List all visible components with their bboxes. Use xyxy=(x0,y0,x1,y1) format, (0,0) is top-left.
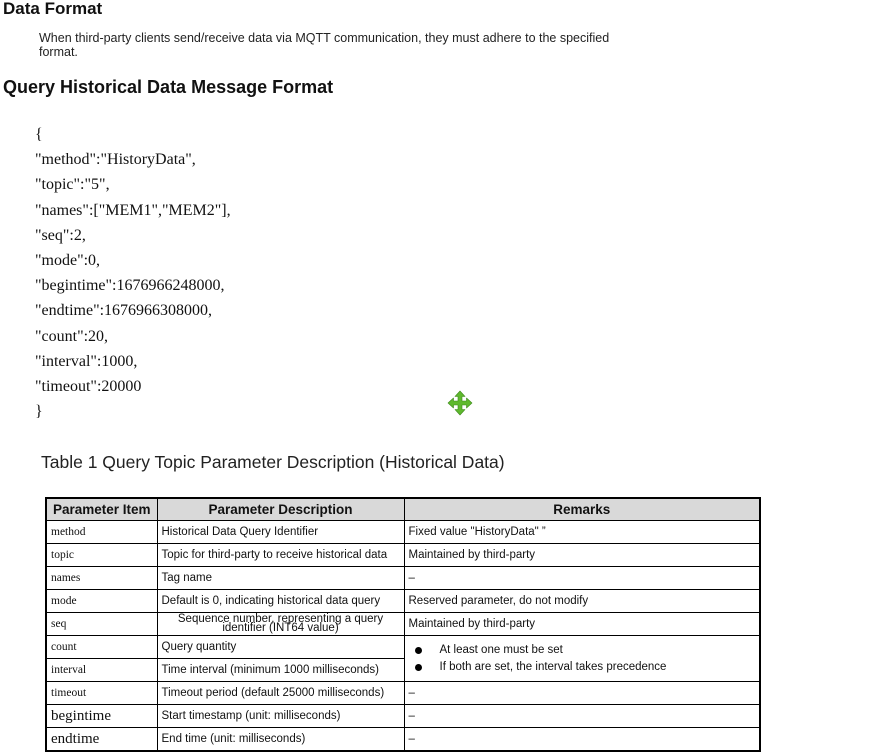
bullet-icon xyxy=(415,664,422,671)
code-line: "mode":0, xyxy=(35,251,101,269)
param-item: mode xyxy=(46,590,157,613)
param-description: Tag name xyxy=(157,567,404,590)
code-line: "interval":1000, xyxy=(35,352,138,370)
table-row xyxy=(46,613,760,636)
param-item: method xyxy=(46,521,157,544)
param-remarks: Fixed value "HistoryData" ” xyxy=(404,521,760,544)
param-remarks: – xyxy=(404,567,760,590)
remark-bullet-item xyxy=(409,659,756,676)
code-line: "endtime":1676966308000, xyxy=(35,302,213,320)
param-description: Default is 0, indicating historical data query xyxy=(157,590,404,613)
param-remarks: – xyxy=(404,682,760,705)
table-row xyxy=(46,636,760,659)
param-description: Sequence number, representing a query identifier (INT64 value) xyxy=(157,613,404,636)
param-item: timeout xyxy=(46,682,157,705)
code-line: "method":"HistoryData", xyxy=(35,151,196,169)
code-line: "begintime":1676966248000, xyxy=(35,277,225,295)
code-line: { xyxy=(35,126,43,143)
remark-bullet-item xyxy=(409,642,756,659)
section-title: Data Format xyxy=(3,0,103,18)
param-item: names xyxy=(46,567,157,590)
param-item: count xyxy=(46,636,157,659)
code-line: "timeout":20000 xyxy=(35,377,142,395)
code-line: "count":20, xyxy=(35,327,109,345)
header-parameter-description: Parameter Description xyxy=(157,498,404,521)
param-remarks-merged xyxy=(404,636,760,682)
param-description: Query quantity xyxy=(157,636,404,659)
bullet-icon xyxy=(415,647,422,654)
query-title: Query Historical Data Message Format xyxy=(3,77,334,97)
section-intro: When third-party clients send/receive data via MQTT communication, they must adhere to the specified format. xyxy=(39,31,610,59)
param-remarks: Maintained by third-party xyxy=(404,613,760,636)
table-row xyxy=(46,682,760,705)
remark-text: If both are set, the interval takes precedence xyxy=(439,661,667,673)
table-row xyxy=(46,544,760,567)
param-description: Time interval (minimum 1000 milliseconds) xyxy=(157,659,404,682)
code-line: "seq":2, xyxy=(35,226,86,244)
table-row xyxy=(46,567,760,590)
param-item: interval xyxy=(46,659,157,682)
code-line: "names":["MEM1","MEM2"], xyxy=(35,201,231,219)
param-item: endtime xyxy=(46,728,157,752)
header-remarks: Remarks xyxy=(404,498,760,521)
code-line: } xyxy=(35,403,43,421)
param-item: seq xyxy=(46,613,157,636)
param-description: Topic for third-party to receive historical data xyxy=(157,544,404,567)
move-arrows-icon[interactable] xyxy=(447,390,473,416)
header-parameter-item: Parameter Item xyxy=(46,498,157,521)
table-row xyxy=(46,521,760,544)
table-header-row xyxy=(46,498,760,521)
param-description: Timeout period (default 25000 milliseconds) xyxy=(157,682,404,705)
param-description: End time (unit: milliseconds) xyxy=(157,728,404,752)
param-item: topic xyxy=(46,544,157,567)
param-item: begintime xyxy=(46,705,157,728)
parameter-table xyxy=(45,497,761,752)
table-row xyxy=(46,705,760,728)
code-line: "topic":"5", xyxy=(35,176,110,194)
param-remarks: Maintained by third-party xyxy=(404,544,760,567)
param-description: Start timestamp (unit: milliseconds) xyxy=(157,705,404,728)
param-remarks: – xyxy=(404,705,760,728)
code-block xyxy=(35,122,231,424)
table-caption: Table 1 Query Topic Parameter Description (Historical Data) xyxy=(41,452,505,472)
param-remarks: Reserved parameter, do not modify xyxy=(404,590,760,613)
table-row xyxy=(46,590,760,613)
remark-text: At least one must be set xyxy=(439,644,563,656)
param-remarks: – xyxy=(404,728,760,752)
table-row xyxy=(46,728,760,752)
param-description: Historical Data Query Identifier xyxy=(157,521,404,544)
